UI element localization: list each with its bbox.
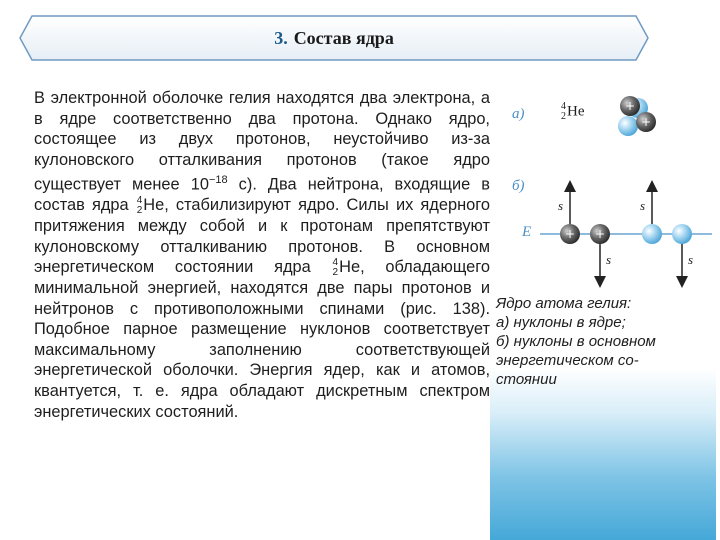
text-part-1: В электронной оболочке гелия находятся два электрона, а в ядре соответственно два протона. Однако ядро, состоящее из двух протонов, неустойчиво из-за кулоновского отталкивания протонов (такое ядро существует менее 10 [34, 89, 490, 194]
spin-label: s [688, 252, 694, 267]
caption-line: стоянии [496, 371, 557, 388]
svg-text:+: + [594, 227, 606, 241]
figure-label-b: б) [512, 178, 525, 194]
neutron-icon [642, 224, 662, 244]
spin-label: s [640, 198, 646, 213]
iso-mass-1: 4 [136, 195, 143, 207]
iso-charge-2: 2 [332, 266, 339, 278]
energy-label: E [522, 224, 532, 240]
svg-text:+: + [624, 99, 636, 113]
iso-mass-2: 4 [332, 256, 339, 268]
text-part-3: , стабилизируют ядро. Силы их ядерного притяжения между собой и к протонам препятствуют кулоновскому отталкиванию протонов. В основном энергетическом состоянии ядра [34, 196, 490, 277]
caption-line: Ядро атома гелия: [496, 295, 632, 312]
caption-line: б) нуклоны в основном [496, 333, 656, 350]
svg-text:+: + [564, 227, 576, 241]
spin-label: s [606, 252, 612, 267]
caption-line: а) нуклоны в ядре; [496, 314, 626, 331]
main-paragraph [34, 88, 490, 422]
section-title: Состав ядра [293, 27, 394, 48]
text-part-2: с). Два нейтрона, входящие в состав ядра [34, 175, 490, 215]
neutron-icon [672, 224, 692, 244]
spin-label: s [558, 198, 564, 213]
fig-iso-symbol: He [567, 103, 585, 120]
fig-iso-charge: 2 [561, 111, 566, 122]
iso-charge-1: 2 [136, 205, 143, 217]
paragraph-text [34, 88, 490, 422]
neutron-icon [618, 116, 638, 136]
figure-label-a: а) [512, 106, 525, 122]
isotope-index-2 [333, 258, 339, 278]
figure-138 [490, 88, 716, 298]
page-title [18, 14, 650, 62]
text-part-4: , обладающего минимальной энергией, находятся две пары протонов и нейтронов с противоположными спинами (рис. 138). Подобное парное размещение нуклонов соответствует максимальному заполнению соответствующей энергетической оболочки. Энергия ядер, как и атомов, квантуется, т. е. ядра обладают дискретным спектром энергетических состояний. [34, 258, 490, 421]
title-banner [18, 14, 650, 62]
svg-text:+: + [640, 115, 652, 129]
iso-symbol-1: He [143, 196, 165, 215]
section-number: 3. [274, 27, 288, 48]
side-panel [490, 88, 716, 540]
iso-symbol-2: He [339, 258, 361, 277]
figure-caption [496, 294, 710, 389]
caption-line: энергетическом со- [496, 352, 639, 369]
exponent: −18 [208, 174, 228, 187]
fig-iso-mass: 4 [561, 101, 566, 112]
nucleus-cluster [618, 96, 656, 136]
isotope-index-1 [137, 196, 143, 216]
